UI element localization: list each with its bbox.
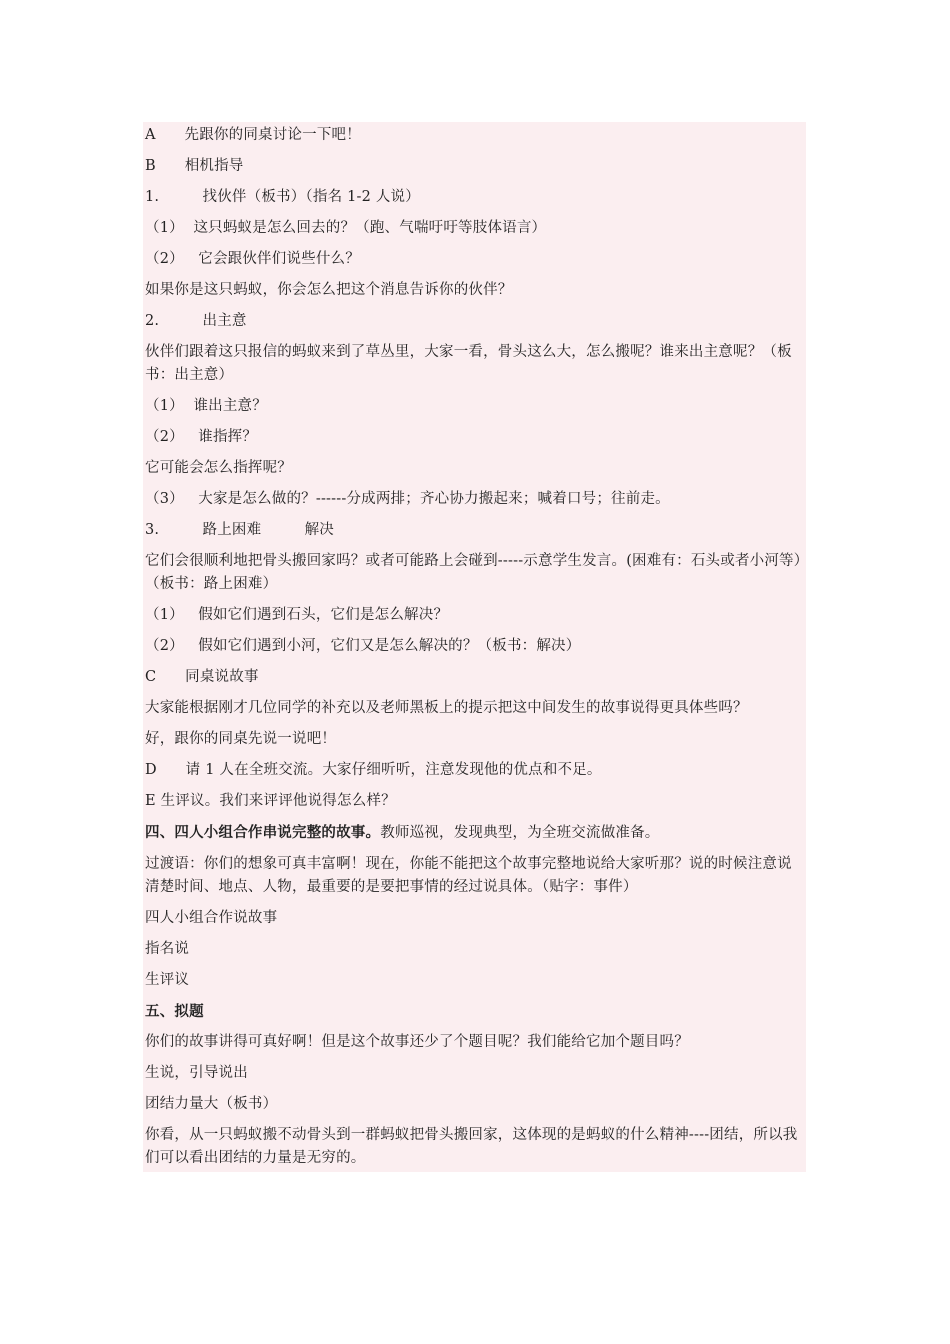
text-line: 四人小组合作说故事 [145,910,278,926]
text-line: 它们会很顺利地把骨头搬回家吗？或者可能路上会碰到-----示意学生发言。(困难有：石头或者小河等）（板书：路上困难） [145,553,802,592]
section-five-heading: 五、拟题 [145,1003,204,1020]
text-line: 2. 出主意 [145,313,247,329]
text-line: 你们的故事讲得可真好啊！但是这个故事还少了个题目呢？我们能给它加个题目吗？ [145,1034,689,1050]
section-four-text: 教师巡视，发现典型，为全班交流做准备。 [380,825,660,841]
text-line: 团结力量大（板书） [145,1096,278,1112]
text-line: A 先跟你的同桌讨论一下吧！ [145,127,361,143]
text-line: （1） 这只蚂蚁是怎么回去的？（跑、气喘吁吁等肢体语言） [145,220,547,236]
text-line: C 同桌说故事 [145,669,259,685]
text-line: （2） 假如它们遇到小河，它们又是怎么解决的？（板书：解决） [145,638,581,654]
text-line: D 请 1 人在全班交流。大家仔细听听，注意发现他的优点和不足。 [145,762,602,778]
text-line: （3） 大家是怎么做的？------分成两排；齐心协力搬起来；喊着口号；往前走。 [145,491,670,507]
text-line: （2） 它会跟伙伴们说些什么？ [145,251,360,267]
text-line: 你看，从一只蚂蚁搬不动骨头到一群蚂蚁把骨头搬回家，这体现的是蚂蚁的什么精神----团结，所以我们可以看出团结的力量是无穷的。 [145,1127,798,1166]
text-line: 3. 路上困难 解决 [145,522,334,538]
section-four [145,821,806,845]
text-line: （1） 谁出主意？ [145,398,267,414]
text-line: 过渡语：你们的想象可真丰富啊！现在，你能不能把这个故事完整地说给大家听那？说的时候注意说清楚时间、地点、人物，最重要的是要把事情的经过说具体。（贴字：事件） [145,856,792,895]
document-body [143,122,806,1172]
text-line: 生评议 [145,972,190,988]
text-line: B 相机指导 [145,158,244,174]
text-line: 它可能会怎么指挥呢？ [145,460,292,476]
text-line: 大家能根据刚才几位同学的补充以及老师黑板上的提示把这中间发生的故事说得更具体些吗？ [145,700,748,716]
section-four-heading: 四、四人小组合作串说完整的故事。 [145,824,381,841]
text-line: 好，跟你的同桌先说一说吧！ [145,731,337,747]
text-line: （2） 谁指挥？ [145,429,258,445]
text-line: 生说，引导说出 [145,1065,248,1081]
text-line: E 生评议。我们来评评他说得怎么样？ [145,793,396,809]
text-line: 指名说 [145,941,190,957]
text-line: 1. 找伙伴（板书）（指名 1-2 人说） [145,189,420,205]
text-line: （1） 假如它们遇到石头，它们是怎么解决？ [145,607,449,623]
text-line: 如果你是这只蚂蚁，你会怎么把这个消息告诉你的伙伴？ [145,282,513,298]
text-line: 伙伴们跟着这只报信的蚂蚁来到了草丛里，大家一看，骨头这么大，怎么搬呢？谁来出主意呢？（板书：出主意） [145,344,792,383]
